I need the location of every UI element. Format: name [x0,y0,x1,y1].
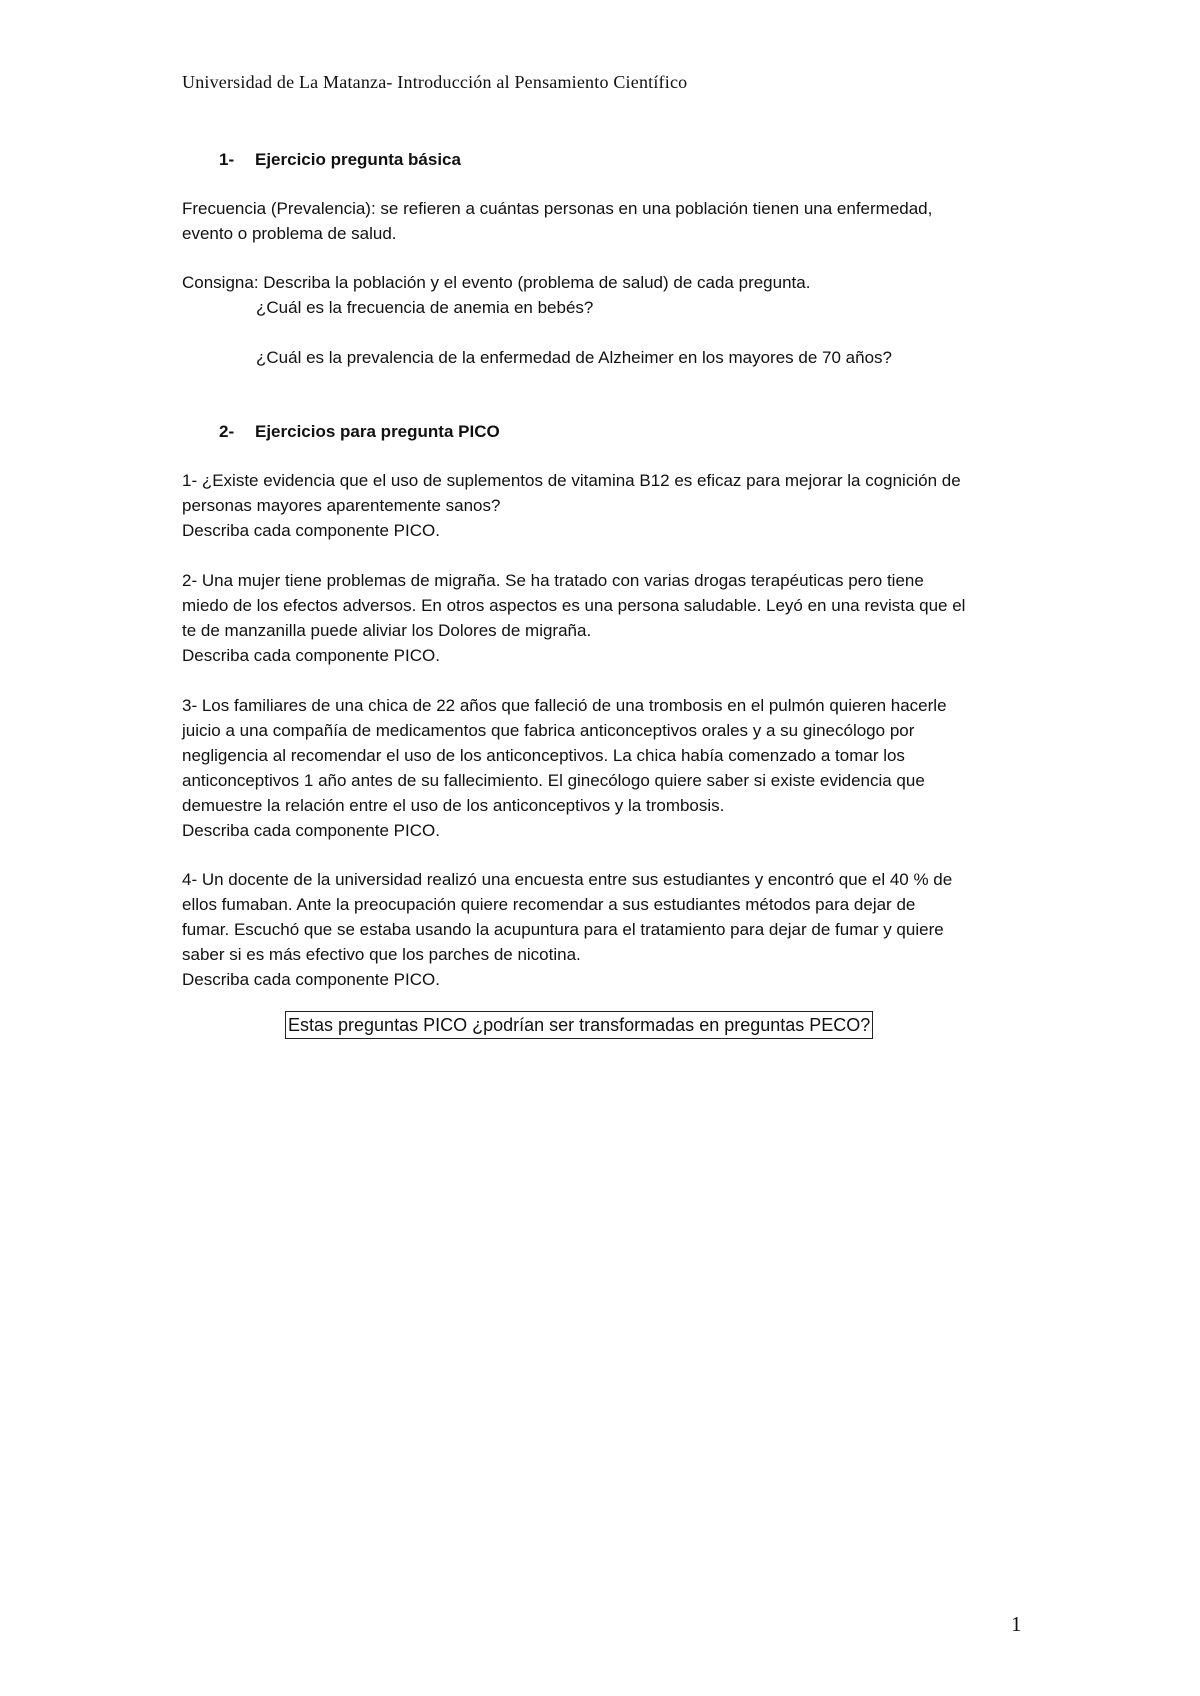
exercise-2 [182,568,1042,668]
section-1-heading [219,147,461,172]
question-item: ¿Cuál es la frecuencia de anemia en bebés? [256,298,594,317]
exercise-line: 2- Una mujer tiene problemas de migraña. Se ha tratado con varias drogas terapéuticas pero tiene [182,571,924,590]
exercise-line: te de manzanilla puede aliviar los Dolores de migraña. [182,621,592,640]
exercise-3 [182,693,1042,843]
exercise-line: fumar. Escuchó que se estaba usando la acupuntura para el tratamiento para dejar de fumar y quiere [182,920,944,939]
section-1-number: 1- [219,150,235,169]
exercise-1 [182,468,1042,543]
definition-line: evento o problema de salud. [182,224,397,243]
section-2-title: Ejercicios para pregunta PICO [255,422,500,441]
instruction-block [182,270,1042,370]
exercise-line: demuestre la relación entre el uso de los anticonceptivos y la trombosis. [182,796,725,815]
section-2-number: 2- [219,422,235,441]
frequency-definition [182,196,1042,246]
exercise-line: ellos fumaban. Ante la preocupación quiere recomendar a sus estudiantes métodos para dejar de [182,895,916,914]
exercise-line: Describa cada componente PICO. [182,646,440,665]
exercise-line: 4- Un docente de la universidad realizó una encuesta entre sus estudiantes y encontró que el 40 % de [182,870,953,889]
spacer [182,320,1042,345]
page-number: 1 [1011,1612,1022,1636]
exercise-line: Describa cada componente PICO. [182,970,440,989]
document-header: Universidad de La Matanza- Introducción al Pensamiento Científico [182,72,688,92]
exercise-line: Describa cada componente PICO. [182,521,440,540]
question-item: ¿Cuál es la prevalencia de la enfermedad de Alzheimer en los mayores de 70 años? [256,348,892,367]
exercise-line: juicio a una compañía de medicamentos que fabrica anticonceptivos orales y a su ginecólogo por [182,721,915,740]
exercise-line: anticonceptivos 1 año antes de su fallecimiento. El ginecólogo quiere saber si existe evidencia que [182,771,925,790]
exercise-line: personas mayores aparentemente sanos? [182,496,501,515]
section-1-title: Ejercicio pregunta básica [255,150,461,169]
definition-line: Frecuencia (Prevalencia): se refieren a cuántas personas en una población tienen una enfermedad, [182,199,933,218]
peco-question-box: Estas preguntas PICO ¿podrían ser transformadas en preguntas PECO? [285,1011,873,1039]
exercise-line: 1- ¿Existe evidencia que el uso de suplementos de vitamina B12 es eficaz para mejorar la cognición de [182,471,961,490]
instruction-text: Consigna: Describa la población y el evento (problema de salud) de cada pregunta. [182,273,811,292]
exercise-line: miedo de los efectos adversos. En otros aspectos es una persona saludable. Leyó en una revista que el [182,596,966,615]
exercise-line: saber si es más efectivo que los parches de nicotina. [182,945,581,964]
exercise-line: negligencia al recomendar el uso de los anticonceptivos. La chica había comenzado a tomar los [182,746,905,765]
exercise-4 [182,867,1042,992]
exercise-line: Describa cada componente PICO. [182,821,440,840]
exercise-line: 3- Los familiares de una chica de 22 años que falleció de una trombosis en el pulmón quieren hacerle [182,696,947,715]
section-2-heading [219,419,500,444]
